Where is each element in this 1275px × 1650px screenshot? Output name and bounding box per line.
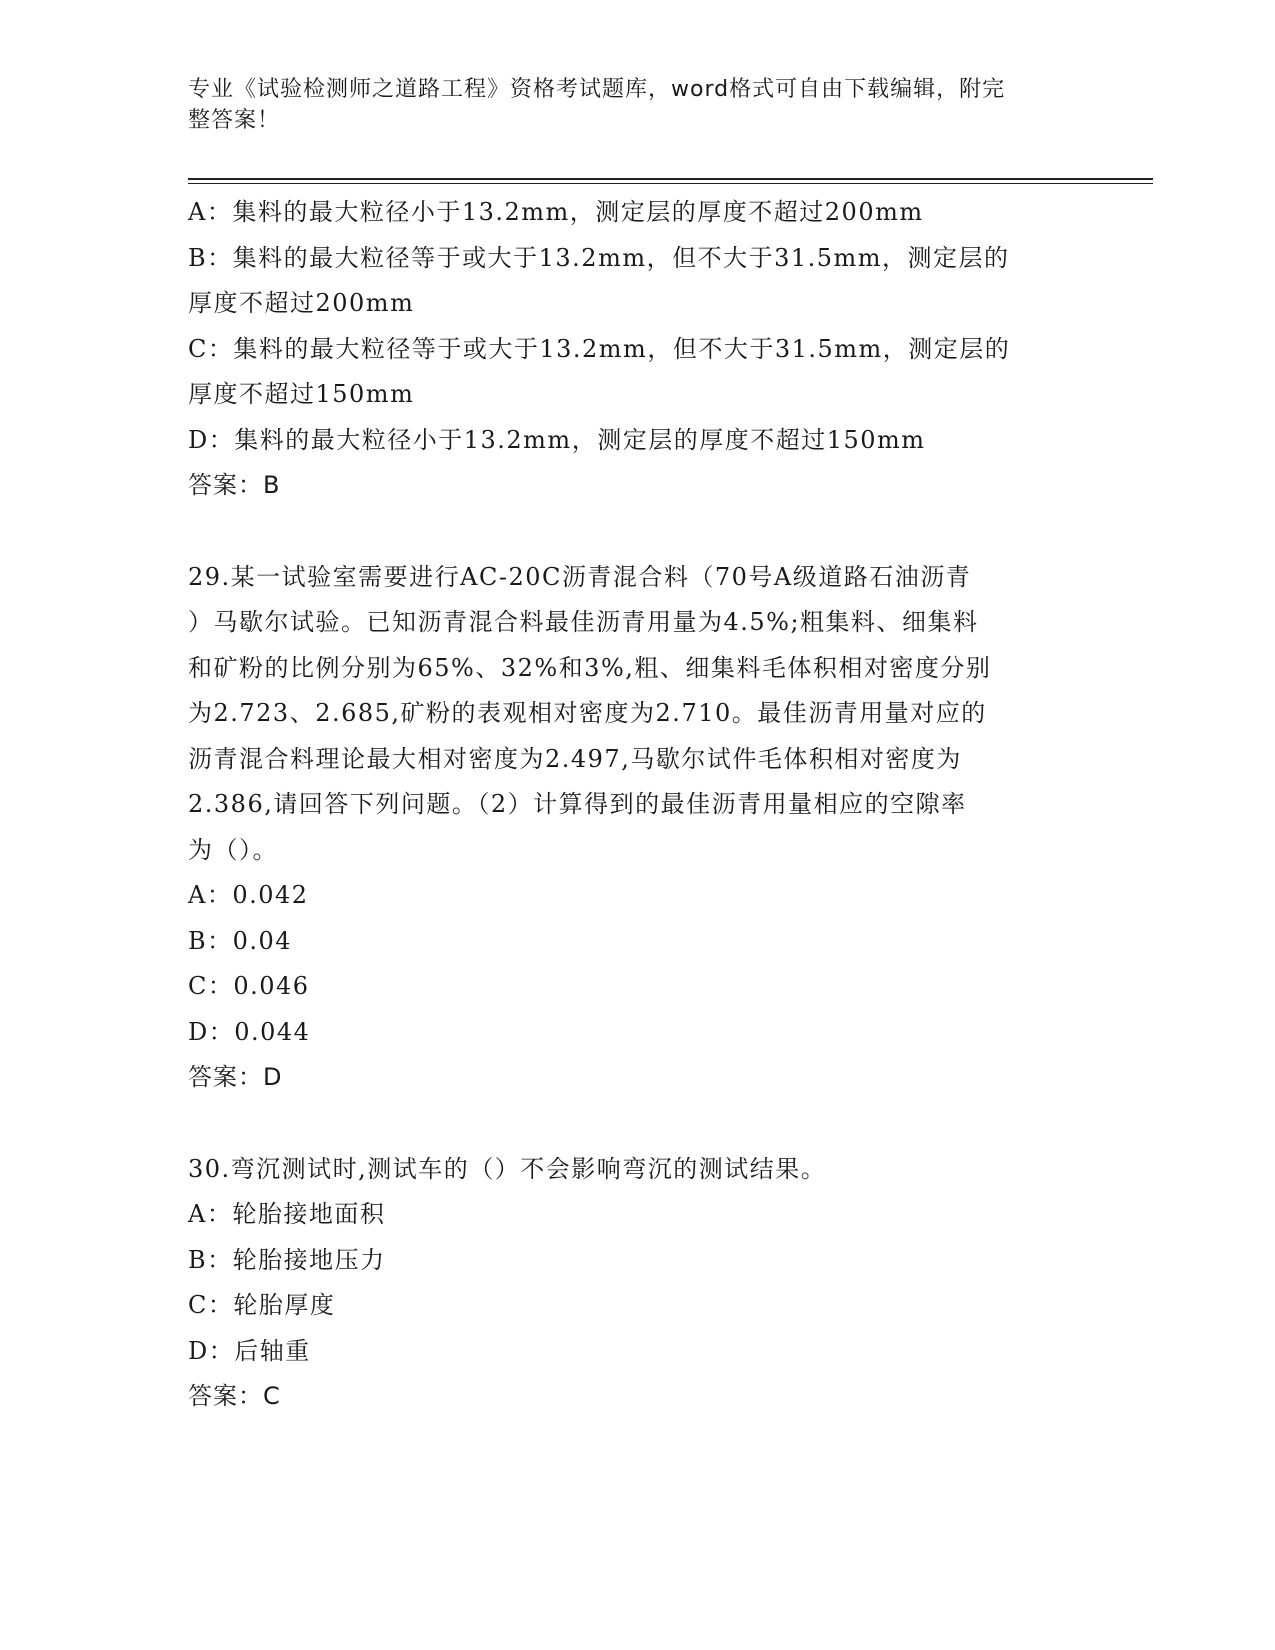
q28-option-c-line-2: 厚度不超过150mm (188, 380, 415, 408)
q28-answer: 答案：B (188, 471, 281, 499)
q30-answer: 答案：C (188, 1382, 281, 1410)
q30-option-b: B：轮胎接地压力 (188, 1245, 386, 1274)
q28-option-d: D：集料的最大粒径小于13.2mm，测定层的厚度不超过150mm (188, 425, 926, 454)
question-29 (188, 555, 1088, 1101)
q29-option-a: A：0.042 (188, 881, 309, 909)
header-line-1: 专业《试验检测师之道路工程》资格考试题库，word格式可自由下载编辑，附完 (188, 77, 1006, 102)
header-line-2: 整答案！ (188, 108, 281, 133)
q29-stem-line-7: 为（）。 (188, 835, 278, 864)
header-divider-thin (188, 183, 1153, 184)
q29-option-d: D：0.044 (188, 1017, 311, 1046)
q29-stem-line-2: ）马歇尔试验。已知沥青混合料最佳沥青用量为4.5%;粗集料、细集料 (188, 608, 979, 636)
question-content (188, 190, 1088, 1420)
q29-option-c: C：0.046 (188, 972, 310, 1000)
document-header (188, 74, 1088, 136)
q30-option-d: D：后轴重 (188, 1336, 311, 1365)
q29-stem-line-5: 沥青混合料理论最大相对密度为2.497,马歇尔试件毛体积相对密度为 (188, 744, 962, 773)
q29-stem-line-6: 2.386,请回答下列问题。（2）计算得到的最佳沥青用量相应的空隙率 (188, 790, 967, 818)
q28-option-b-line-2: 厚度不超过200mm (188, 289, 415, 317)
spacer (188, 1101, 1088, 1147)
q29-stem-line-3: 和矿粉的比例分别为65%、32%和3%,粗、细集料毛体积相对密度分别 (188, 653, 992, 682)
q30-option-a: A：轮胎接地面积 (188, 1200, 386, 1228)
q28-option-c-line-1: C：集料的最大粒径等于或大于13.2mm，但不大于31.5mm，测定层的 (188, 334, 1011, 363)
q29-stem-line-1: 29.某一试验室需要进行AC-20C沥青混合料（70号A级道路石油沥青 (188, 562, 972, 591)
q29-option-b: B：0.04 (188, 926, 293, 955)
q30-option-c: C：轮胎厚度 (188, 1291, 336, 1319)
spacer (188, 509, 1088, 555)
header-divider-thick (188, 178, 1153, 180)
question-30 (188, 1147, 1088, 1420)
q29-answer: 答案：D (188, 1063, 283, 1091)
q28-option-b-line-1: B：集料的最大粒径等于或大于13.2mm，但不大于31.5mm，测定层的 (188, 243, 1010, 272)
q29-stem-line-4: 为2.723、2.685,矿粉的表观相对密度为2.710。最佳沥青用量对应的 (188, 699, 987, 727)
q30-stem: 30.弯沉测试时,测试车的（）不会影响弯沉的测试结果。 (188, 1154, 827, 1183)
q28-option-a: A：集料的最大粒径小于13.2mm，测定层的厚度不超过200mm (188, 198, 924, 226)
question-28 (188, 190, 1088, 509)
